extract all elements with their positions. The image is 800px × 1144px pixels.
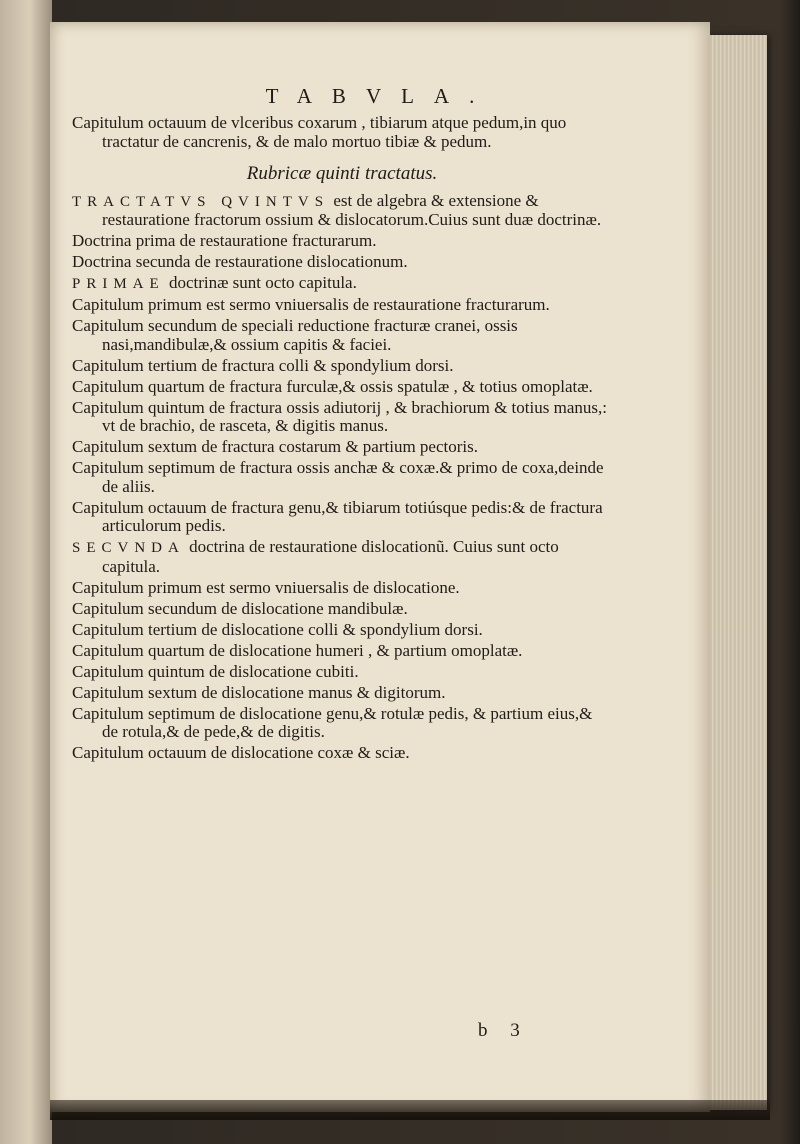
- doctrine-first: Doctrina prima de restauratione fracturarum.: [72, 231, 377, 250]
- secunda-chapter-4: Capitulum quartum de dislocatione humeri , & partium omoplatæ.: [72, 640, 523, 660]
- tractatus-text: est de algebra & extensione & restauratione fractorum ossium & dislocatorum.Cuius sunt duæ doctrinæ.: [102, 190, 602, 229]
- secunda-lead: SECVNDA: [72, 540, 185, 556]
- primae-chapter-8: Capitulum octauum de fractura genu,& tibiarum totiúsque pedis:& de fractura articulorum pedis.: [72, 497, 603, 535]
- table-of-contents: [72, 114, 612, 765]
- secunda-chapter-8: Capitulum octauum de dislocatione coxæ & sciæ.: [72, 743, 410, 762]
- primae-intro: [72, 274, 612, 294]
- primae-chapter-4: Capitulum quartum de fractura furculæ,& ossis spatulæ , & totius omoplatæ.: [72, 376, 593, 396]
- rubric-heading: Rubricæ quinti tractatus.: [246, 163, 438, 184]
- primae-lead: PRIMAE: [72, 276, 165, 292]
- primae-chapter-1: Capitulum primum est sermo vniuersalis de restauratione fracturarum.: [72, 295, 550, 314]
- signature-number: 3: [510, 1020, 520, 1041]
- secunda-chapter-2: Capitulum secundum de dislocatione mandibulæ.: [72, 598, 408, 618]
- primae-chapter-2: Capitulum secundum de speciali reductione fracturæ cranei, ossis nasi,mandibulæ,& ossium capitis & faciei.: [72, 316, 518, 354]
- secunda-text: doctrina de restauratione dislocationũ. Cuius sunt octo capitula.: [102, 537, 559, 576]
- left-page-edge: [0, 0, 52, 1144]
- primae-chapter-7: Capitulum septimum de fractura ossis anchæ & coxæ.& primo de coxa,deinde de aliis.: [72, 458, 604, 496]
- secunda-chapter-7: Capitulum septimum de dislocatione genu,& rotulæ pedis, & partium eius,& de rotula,& de pede,& de digitis.: [72, 703, 593, 741]
- tractatus-intro: [72, 192, 612, 230]
- primae-text: doctrinæ sunt octo capitula.: [164, 273, 357, 292]
- page-header: TABVLA.: [265, 84, 495, 108]
- primae-chapter-5: Capitulum quintum de fractura ossis adiutorij , & brachiorum & totius manus,: vt de brachio, de rasceta, & digitis manus.: [72, 397, 607, 435]
- secunda-chapter-3: Capitulum tertium de dislocatione colli & spondylium dorsi.: [72, 619, 483, 639]
- secunda-intro: [72, 538, 612, 576]
- primae-chapter-6: Capitulum sextum de fractura costarum & partium pectoris.: [72, 437, 478, 456]
- secunda-chapter-5: Capitulum quintum de dislocatione cubiti.: [72, 661, 359, 681]
- secunda-chapter-6: Capitulum sextum de dislocatione manus & digitorum.: [72, 682, 446, 702]
- signature-mark: b: [478, 1020, 488, 1041]
- primae-chapter-3: Capitulum tertium de fractura colli & spondylium dorsi.: [72, 355, 454, 375]
- bottom-shadow: [50, 1100, 770, 1120]
- page-edges: [705, 35, 767, 1110]
- entry-chapter-eight-ulcers: Capitulum octauum de vlceribus coxarum , tibiarum atque pedum,in quo tractatur de cancrenis, & de malo mortuo tibiæ & pedum.: [72, 113, 567, 151]
- doctrine-second: Doctrina secunda de restauratione dislocationum.: [72, 252, 408, 271]
- tractatus-lead: TRACTATVS QVINTVS: [72, 193, 330, 210]
- page-footer: [478, 1020, 538, 1042]
- secunda-chapter-1: Capitulum primum est sermo vniuersalis de dislocatione.: [72, 577, 460, 597]
